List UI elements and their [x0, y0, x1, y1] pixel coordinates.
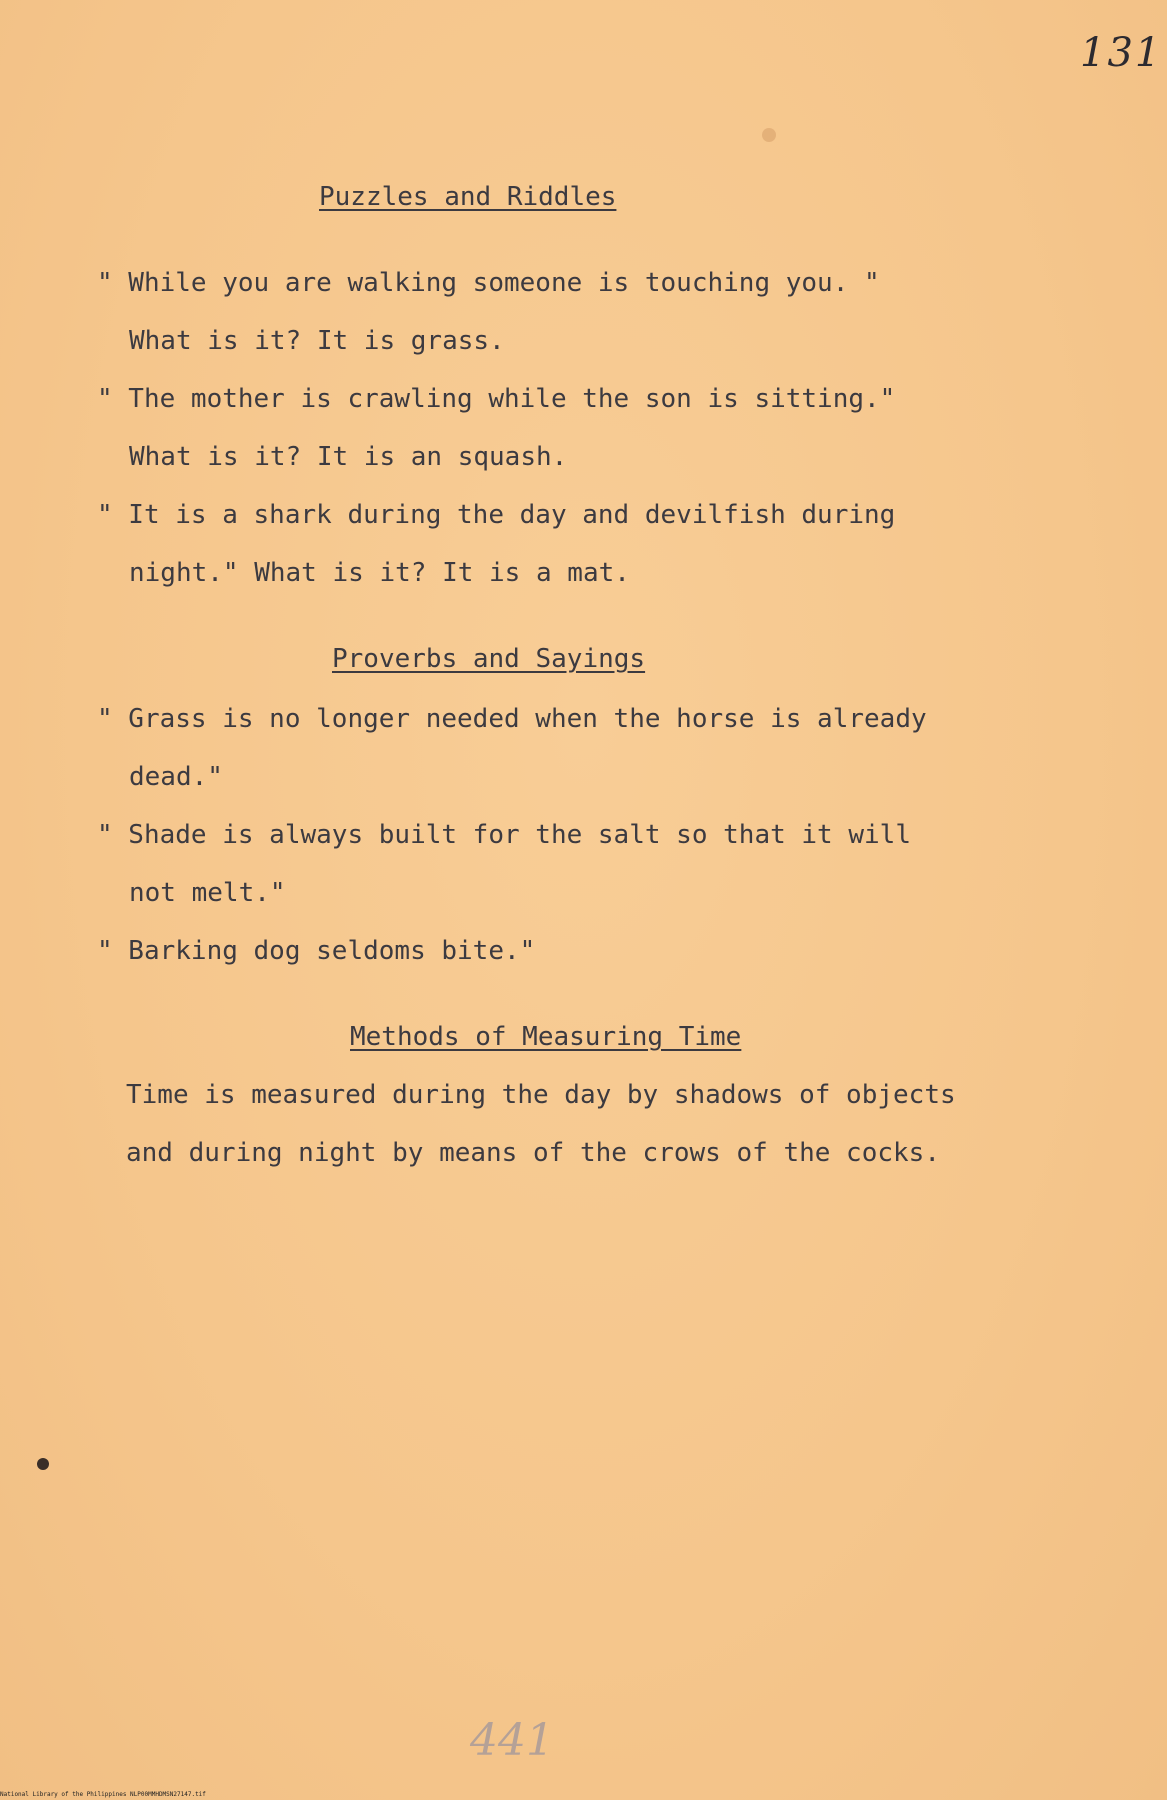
section-heading-puzzles: Puzzles and Riddles — [319, 182, 617, 212]
ink-dot — [37, 1458, 49, 1470]
proverb-line: dead." — [129, 762, 223, 792]
proverb-line: " Shade is always built for the salt so that it will — [97, 820, 911, 850]
footer-caption: National Library of the Philippines NLP00MMHDMSN27147.tif — [0, 1791, 206, 1798]
riddle-line: " It is a shark during the day and devilfish during — [97, 500, 896, 530]
riddle-line: What is it? It is grass. — [129, 326, 505, 356]
proverb-line: " Barking dog seldoms bite." — [97, 936, 536, 966]
proverb-line: not melt." — [129, 878, 286, 908]
proverb-line: " Grass is no longer needed when the horse is already — [97, 704, 927, 734]
section-heading-proverbs: Proverbs and Sayings — [332, 644, 646, 674]
riddle-line: " While you are walking someone is touching you. " — [97, 268, 880, 298]
riddle-line: night." What is it? It is a mat. — [129, 558, 630, 588]
riddle-line: " The mother is crawling while the son is sitting." — [97, 384, 896, 414]
bottom-handwritten-number: 441 — [470, 1715, 554, 1766]
time-line: and during night by means of the crows of the cocks. — [126, 1138, 940, 1168]
paper-stain — [762, 128, 776, 142]
section-heading-time: Methods of Measuring Time — [350, 1022, 742, 1052]
page-number: 131 — [1080, 30, 1163, 76]
riddle-line: What is it? It is an squash. — [129, 442, 568, 472]
time-line: Time is measured during the day by shadows of objects — [126, 1080, 956, 1110]
